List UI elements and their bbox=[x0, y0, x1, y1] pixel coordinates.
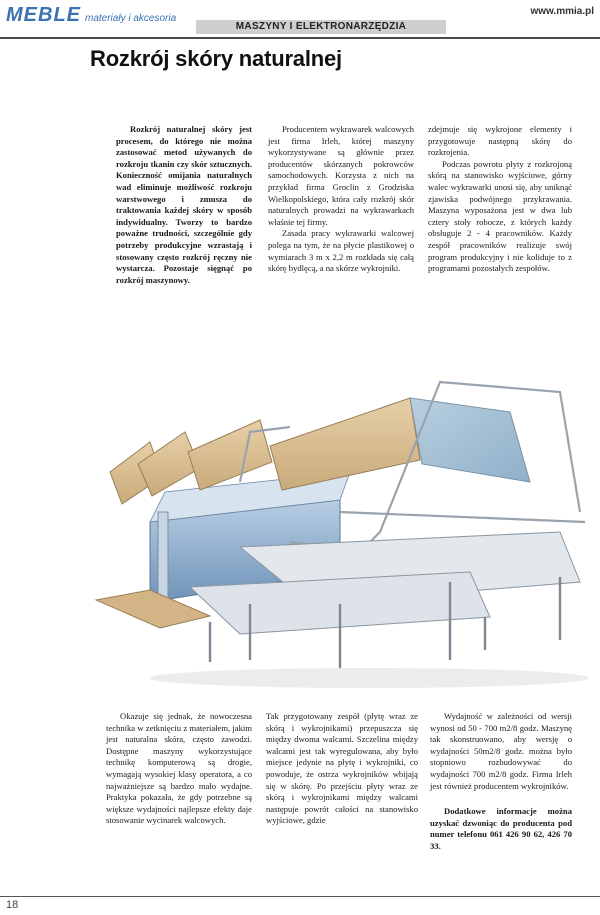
machine-illustration bbox=[90, 372, 588, 694]
contact-info: Dodatkowe informacje można uzyskać dzwoniąc do producenta pod numer telefonu 061 426 90 62, 426 70 33. bbox=[430, 806, 572, 851]
cutting-machine-photo bbox=[90, 372, 588, 694]
paragraph-technology: Okazuje się jednak, że nowoczesna technika w zetknięciu z materiałem, jakim jest naturalna skóra, często zawodzi. Dostępne maszyny wykorzystujące technikę komputerową są drogie, wymagają wysokiej klasy operatora, a co najważniejsze są bardzo mało wydajne. Praktyka pokazała, że gdy potrzebne są większe wydajności najlepsze efekty daje stosowanie wycinarek walcowych. bbox=[106, 711, 252, 826]
website-url[interactable]: www.mmia.pl bbox=[530, 6, 594, 17]
column-5 bbox=[266, 711, 418, 827]
article-title: Rozkrój skóry naturalnej bbox=[90, 46, 342, 71]
paragraph-producer: Producentem wykrawarek walcowych jest firma Irleh, której maszyny wykorzystywane są głównie przez producentów skórzanych pokrowców samochodowych. Korzysta z nich na przykład firma Groclin z Grodziska Wielkopolskiego, która cały rozkrój skór naturalnych prowadzi na wykrawarkach właśnie tej firmy. bbox=[268, 124, 414, 227]
column-2 bbox=[268, 124, 414, 275]
column-1 bbox=[116, 124, 252, 286]
lead-paragraph: Rozkrój naturalnej skóry jest procesem, do którego nie można zastosować metod używanych do rozkroju tkanin czy skór sztucznych. Konieczność omijania naturalnych wad eliminuje możliwość rozkroju warstwowego i zmusza do traktowania każdej skóry w sposób indywidualny. Tworzy to bardzo poważne trudności, szczególnie gdy potrzeby produkcyjne wzrastają i stosowany często rozkrój ręczny nie wystarcza. Pozostaje sięgnąć po rozkrój maszynowy. bbox=[116, 124, 252, 285]
column-3 bbox=[428, 124, 572, 275]
paragraph-principle: Zasada pracy wykrawarki walcowej polega na tym, że na płycie plastikowej o wymiarach 3 m x 2,2 m rozkłada się całą skórę bydlęcą, a na skórze wykrojniki. bbox=[268, 228, 414, 274]
column-6 bbox=[430, 711, 572, 853]
brand-tagline: materiały i akcesoria bbox=[85, 13, 177, 24]
section-label: MASZYNY I ELEKTRONARZĘDZIA bbox=[196, 20, 446, 34]
brand-name: MEBLE bbox=[6, 4, 81, 26]
header-rule bbox=[0, 37, 600, 39]
paragraph-continuation: zdejmuje się wykrojone elementy i przygotowuje następną skórę do rozkrojenia. bbox=[428, 124, 572, 158]
magazine-logo bbox=[6, 4, 176, 27]
paragraph-return: Podczas powrotu płyty z rozkrojoną skórą na stanowisko wyjściowe, górny walec wykrawarki unosi się, aby uniknąć zjawiska podwójnego przykrawania. Maszyna wyposażona jest w dwa lub cztery stoły robocze, z których każdy obsługuje 2 - 4 pracowników. Każdy zespół pracowników realizuje swój program produkcyjny i nie koliduje to z programami pozostałych zespołów. bbox=[428, 158, 572, 274]
footer-rule bbox=[0, 896, 600, 897]
paragraph-process: Tak przygotowany zespół (płytę wraz ze skórą i wykrojnikami) przepuszcza się między dwoma walcami. Szczelina między walcami jest tak wyregulowana, aby było miejsce jedynie na płytę i wykrojniki, co powoduje, że ostrza wykrojników wbijają się w skórę. Po przejściu płyty wraz ze skórą i wykrojnikami między walcami następuje powrót całości na stanowisko wyjściowe, gdzie bbox=[266, 711, 418, 826]
column-4 bbox=[106, 711, 252, 827]
page-number: 18 bbox=[6, 899, 19, 911]
paragraph-capacity: Wydajność w zależności od wersji wynosi od 50 - 700 m2/8 godz. Maszynę tak skonstruowano, aby wersję o wydajności 50m2/8 godz. można było stopniowo rozbudowywać do wydajności 700 m2/8 godz. Firma Irleh jest również producentem wykrojników. bbox=[430, 711, 572, 791]
